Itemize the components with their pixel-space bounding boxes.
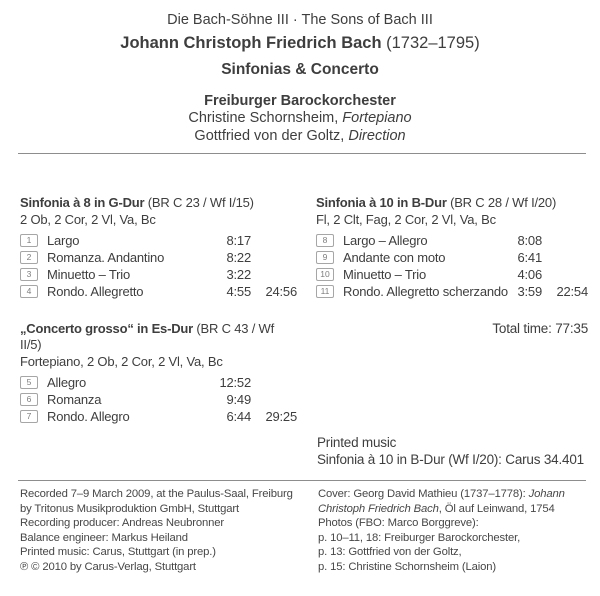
track-title: Andante con moto <box>343 250 446 265</box>
credits-line-printed-music: Printed music: Carus, Stuttgart (in prep.) <box>20 546 216 559</box>
catalog-number: (BR C 23 / Wf I/15) <box>144 195 254 210</box>
track-number-badge: 4 <box>20 285 38 298</box>
track-title: Largo <box>47 233 80 248</box>
series-title: Die Bach-Söhne III · The Sons of Bach III <box>167 12 433 28</box>
track-number-badge: 5 <box>20 376 38 389</box>
track-duration: 12:52 <box>219 375 251 390</box>
track-title: Allegro <box>47 375 87 390</box>
work-sinfonia-a-10 <box>316 195 588 300</box>
credits-line-cover <box>318 487 592 502</box>
catalog-number: (BR C 43 / Wf II/5) <box>20 321 275 352</box>
work-title: „Concerto grosso“ in Es-Dur <box>20 321 194 336</box>
composer-line <box>0 33 600 53</box>
cover-medium-text: , Öl auf Leinwand, 1754 <box>438 502 555 515</box>
track-number-badge: 3 <box>20 268 38 281</box>
track-row <box>20 232 297 249</box>
track-duration: 9:49 <box>226 392 251 407</box>
track-list <box>20 232 297 300</box>
credits-line-recorded: Recorded 7–9 March 2009, at the Paulus-Saal, Freiburg <box>20 488 293 500</box>
instrumentation: Fortepiano, 2 Ob, 2 Cor, 2 Vl, Va, Bc <box>20 354 223 369</box>
track-row <box>20 266 297 283</box>
track-duration: 6:44 <box>226 409 251 424</box>
track-row <box>20 283 297 300</box>
instrumentation: Fl, 2 Clt, Fag, 2 Cor, 2 Vl, Va, Bc <box>316 212 496 227</box>
work-title: Sinfonia à 8 in G-Dur <box>20 195 145 210</box>
track-number-badge: 2 <box>20 251 38 264</box>
work-title: Sinfonia à 10 in B-Dur <box>316 195 447 210</box>
credits-line-copyright: ℗ © 2010 by Carus-Verlag, Stuttgart <box>20 560 196 573</box>
credits-line-photo-p13: p. 13: Gottfried von der Goltz, <box>318 546 462 559</box>
catalog-number: (BR C 28 / Wf I/20) <box>446 195 557 210</box>
track-row <box>20 249 297 266</box>
track-row <box>20 408 297 425</box>
track-duration: 8:08 <box>517 233 542 248</box>
track-number-badge: 8 <box>316 234 334 247</box>
track-number-badge: 10 <box>316 268 334 281</box>
work-title-line <box>316 195 588 211</box>
cover-painting-title-end: Christoph Friedrich Bach <box>318 502 439 515</box>
track-number-badge: 9 <box>316 251 334 264</box>
track-title: Romanza <box>47 392 102 407</box>
track-duration: 4:06 <box>517 267 542 282</box>
track-title: Romanza. Andantino <box>47 250 165 265</box>
section-duration: 29:25 <box>265 409 297 424</box>
cover-painting-title-start: Johann <box>528 488 565 500</box>
track-row <box>316 283 588 300</box>
track-number-badge: 1 <box>20 234 38 247</box>
track-row <box>316 232 588 249</box>
printed-music-block <box>317 434 584 468</box>
cover-credit-text: Cover: Georg David Mathieu (1737–1778): <box>318 488 529 500</box>
credits-line-photos: Photos (FBO: Marco Borggreve): <box>318 517 479 530</box>
work-concerto-grosso <box>20 321 297 425</box>
credits-line-cover-2 <box>318 502 592 517</box>
track-row <box>316 249 588 266</box>
track-duration: 6:41 <box>517 250 542 265</box>
performer-name: Gottfried von der Goltz, <box>194 127 349 144</box>
track-duration: 4:55 <box>226 284 251 299</box>
performer-line-direction <box>0 128 600 146</box>
credits-line-production: by Tritonus Musikproduktion GmbH, Stuttgart <box>20 502 239 515</box>
printed-music-heading: Printed music <box>317 435 397 450</box>
ensemble-name: Freiburger Barockorchester <box>204 93 396 109</box>
track-row <box>20 374 297 391</box>
track-title: Minuetto – Trio <box>47 267 130 282</box>
track-duration: 8:22 <box>226 250 251 265</box>
track-row <box>316 266 588 283</box>
section-duration: 24:56 <box>265 284 297 299</box>
credits-line-producer: Recording producer: Andreas Neubronner <box>20 517 225 530</box>
track-title: Rondo. Allegro <box>47 409 130 424</box>
composer-dates: (1732–1795) <box>381 34 480 52</box>
work-title-line <box>20 195 297 211</box>
track-number-badge: 7 <box>20 410 38 423</box>
instrumentation: 2 Ob, 2 Cor, 2 Vl, Va, Bc <box>20 212 156 227</box>
section-duration: 22:54 <box>556 284 588 299</box>
credits-recording <box>20 487 316 575</box>
track-title: Largo – Allegro <box>343 233 428 248</box>
track-title: Minuetto – Trio <box>343 267 426 282</box>
track-duration: 3:59 <box>517 284 542 299</box>
track-list <box>20 374 297 425</box>
track-title: Rondo. Allegretto scherzando <box>343 284 508 299</box>
divider-top <box>18 153 586 154</box>
performer-role: Direction <box>348 127 406 144</box>
credits-artwork <box>318 487 592 575</box>
album-title: Sinfonias & Concerto <box>221 61 379 78</box>
track-title: Rondo. Allegretto <box>47 284 144 299</box>
divider-bottom <box>18 480 586 481</box>
credits-line-engineer: Balance engineer: Markus Heiland <box>20 531 188 544</box>
work-sinfonia-a-8 <box>20 195 297 300</box>
performer-name: Christine Schornsheim, <box>188 110 343 126</box>
track-row <box>20 391 297 408</box>
track-list <box>316 232 588 300</box>
track-duration: 3:22 <box>226 267 251 282</box>
credits-line-photo-p10: p. 10–11, 18: Freiburger Barockorchester, <box>318 531 521 544</box>
performer-role: Fortepiano <box>342 110 412 126</box>
composer-name: Johann Christoph Friedrich Bach <box>120 34 382 52</box>
track-number-badge: 11 <box>316 285 334 298</box>
track-duration: 8:17 <box>226 233 251 248</box>
track-number-badge: 6 <box>20 393 38 406</box>
performer-line-fortepiano <box>0 110 600 128</box>
total-time: Total time: 77:35 <box>492 321 588 336</box>
header <box>0 12 600 145</box>
work-title-line <box>20 321 297 353</box>
printed-music-item: Sinfonia à 10 in B-Dur (Wf I/20): Carus 34.401 <box>317 452 584 467</box>
credits-line-photo-p15: p. 15: Christine Schornsheim (Laion) <box>318 560 496 573</box>
